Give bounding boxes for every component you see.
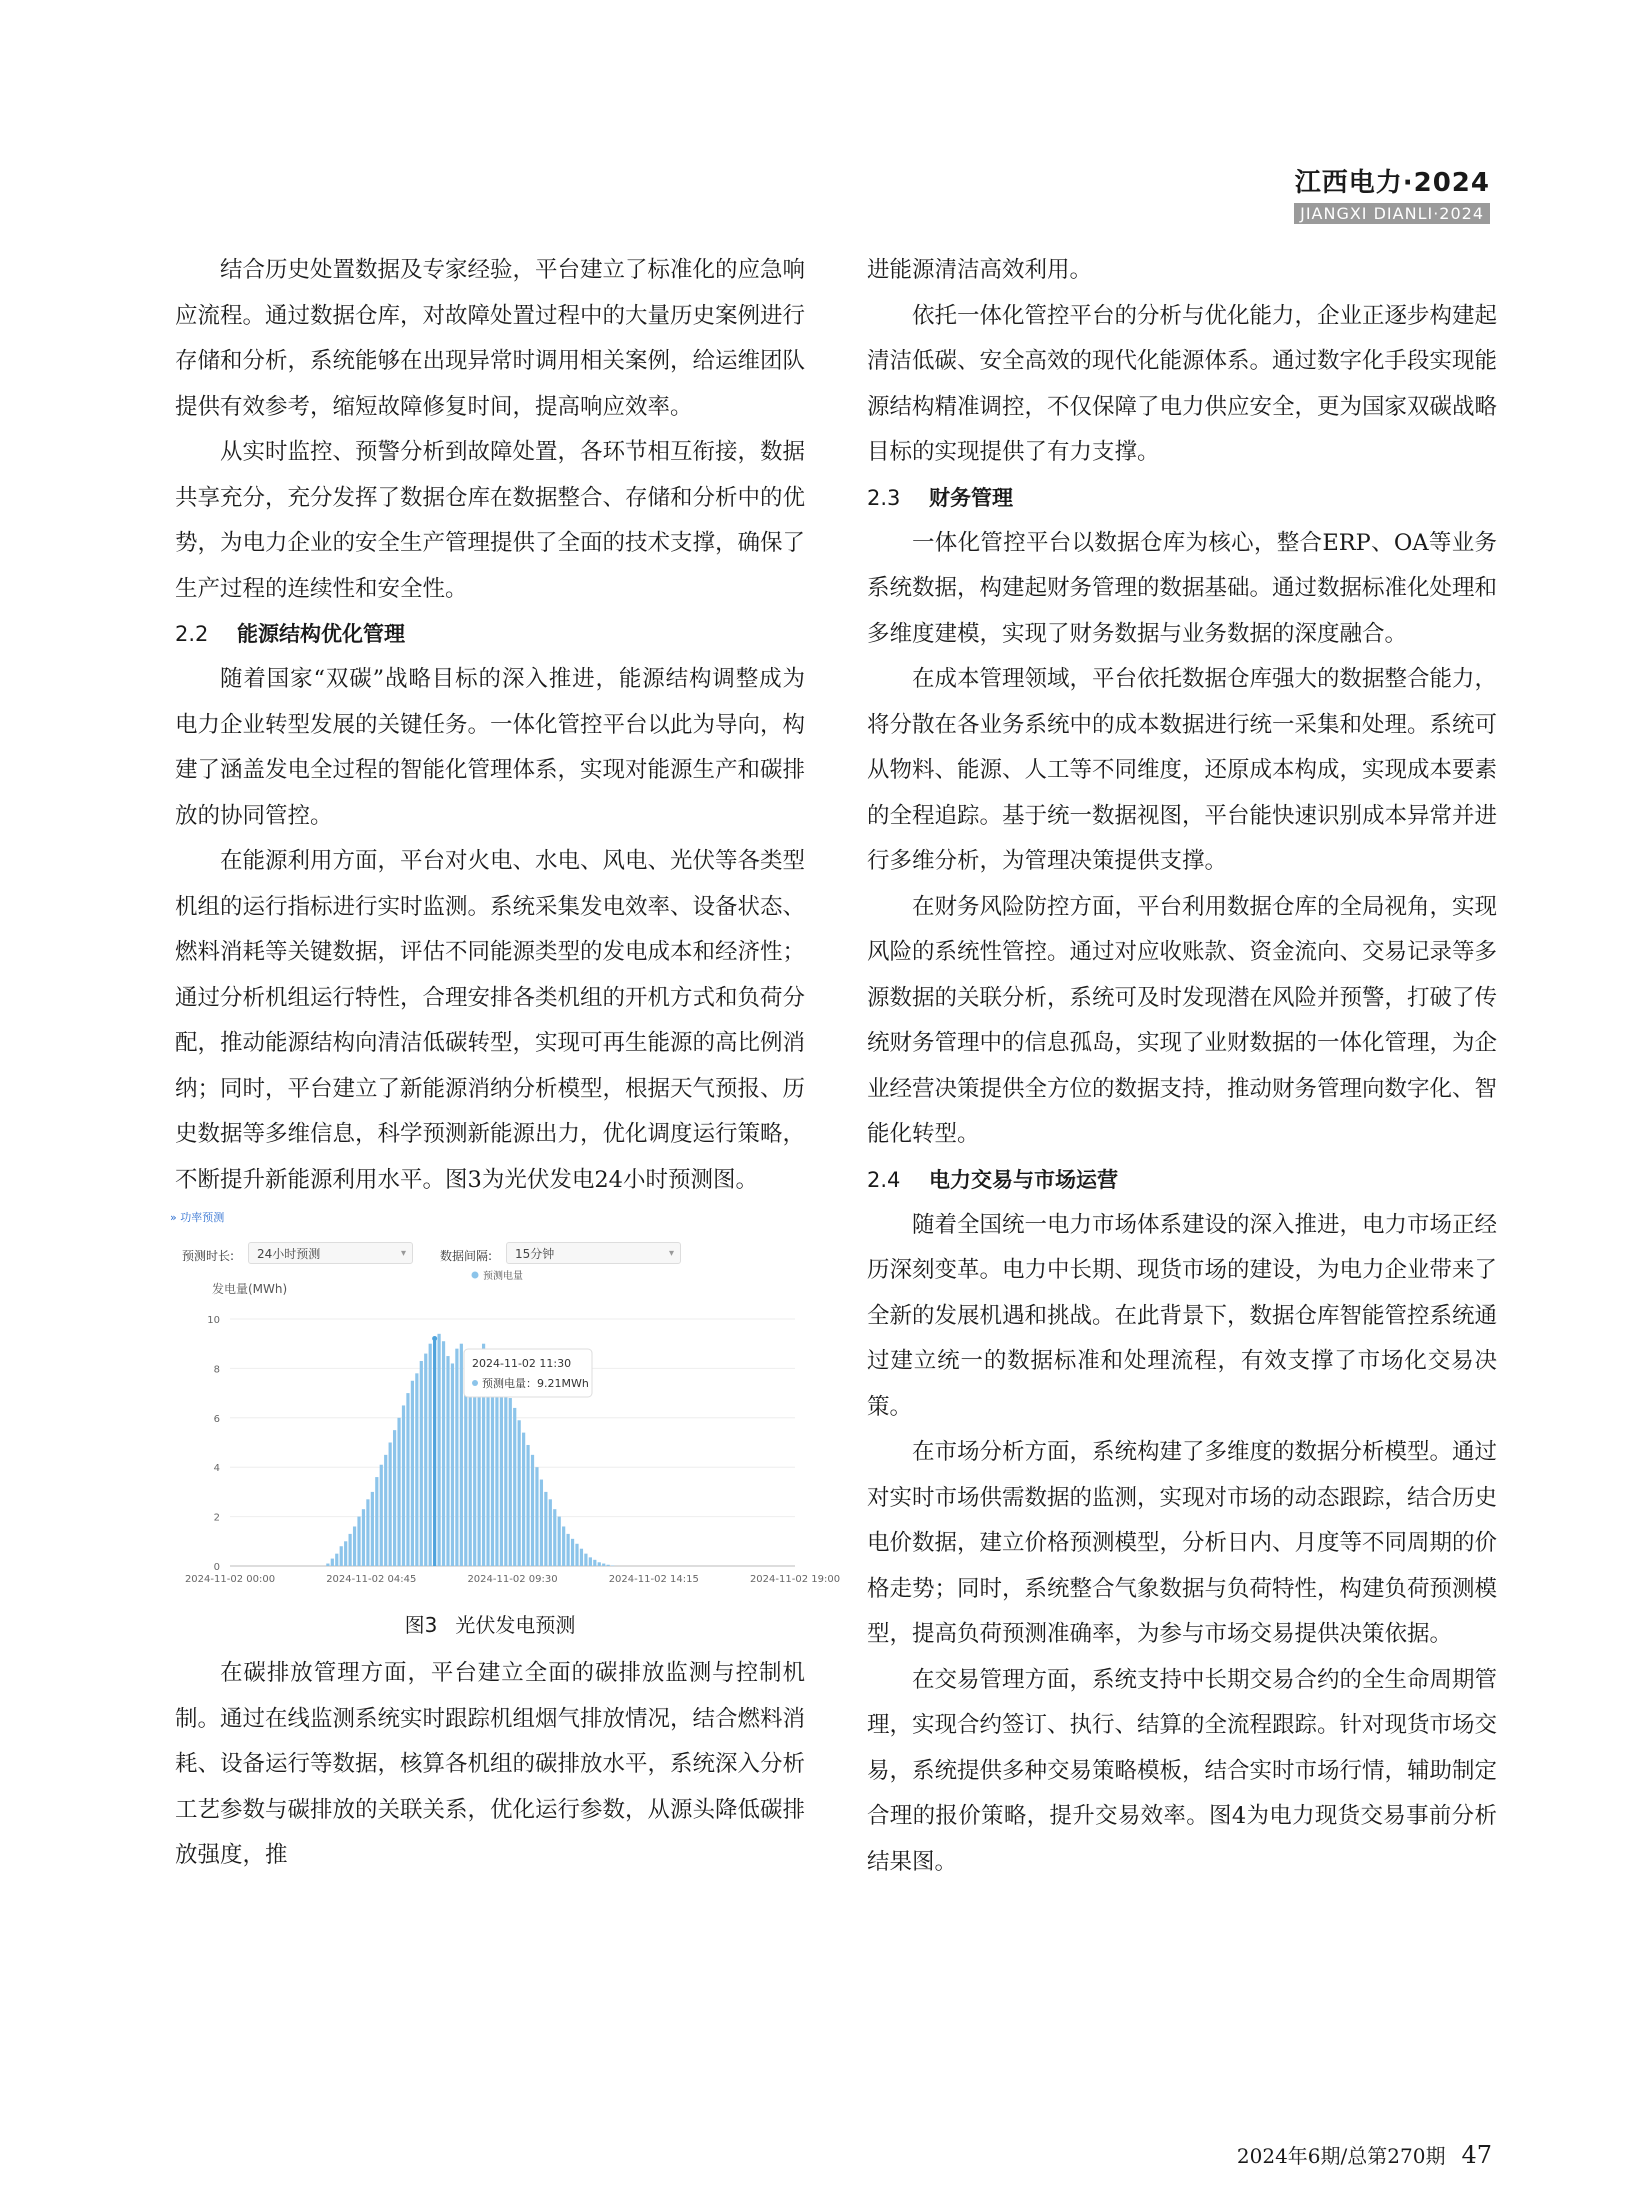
- section-number: 2.4: [867, 1167, 901, 1192]
- x-tick-label: 2024-11-02 09:30: [467, 1574, 558, 1585]
- bar: [522, 1433, 525, 1566]
- bar: [424, 1354, 427, 1566]
- bar: [349, 1534, 352, 1566]
- x-tick-label: 2024-11-02 04:45: [326, 1574, 417, 1585]
- bar: [340, 1546, 343, 1566]
- bar: [353, 1526, 356, 1566]
- tooltip-value: 预测电量：9.21MWh: [482, 1377, 589, 1390]
- bar: [455, 1349, 458, 1566]
- section-title: 能源结构优化管理: [237, 622, 405, 646]
- bar: [598, 1562, 601, 1566]
- legend-label: 预测电量: [483, 1271, 523, 1282]
- bar: [562, 1526, 565, 1566]
- bar: [389, 1443, 392, 1567]
- interval-select[interactable]: 15分钟 ▾: [506, 1242, 681, 1264]
- tooltip-marker: [472, 1380, 478, 1386]
- x-tick-label: 2024-11-02 00:00: [184, 1574, 276, 1585]
- bar: [584, 1554, 587, 1566]
- bar: [380, 1465, 383, 1566]
- section-title: 财务管理: [929, 485, 1013, 510]
- bar: [357, 1517, 360, 1566]
- bar: [526, 1445, 529, 1566]
- journal-header: [1294, 162, 1490, 224]
- bar: [402, 1405, 405, 1566]
- chevron-down-icon: ▾: [668, 1248, 674, 1259]
- bar: [375, 1477, 378, 1566]
- bar: [500, 1373, 503, 1566]
- paragraph: 在碳排放管理方面，平台建立全面的碳排放监测与控制机制。通过在线监测系统实时跟踪机组烟气排放情况，结合燃料消耗、设备运行等数据，核算各机组的碳排放水平，系统深入分析工艺参数与碳排放的关联关系，优化运行参数，从源头降低碳排放强度，推: [175, 1660, 806, 1868]
- figure-tab: » 功率预测: [170, 1211, 225, 1224]
- bar: [602, 1564, 605, 1566]
- bar: [513, 1408, 516, 1566]
- paragraph: 从实时监控、预警分析到故障处置，各环节相互衔接，数据共享充分，充分发挥了数据仓库在数据整合、存储和分析中的优势，为电力企业的安全生产管理提供了全面的技术支撑，确保了生产过程的连续性和安全性。: [175, 439, 806, 602]
- bar: [344, 1541, 347, 1566]
- bar: [504, 1386, 507, 1566]
- paragraph: 结合历史处置数据及专家经验，平台建立了标准化的应急响应流程。通过数据仓库，对故障处置过程中的大量历史案例进行存储和分析，系统能够在出现异常时调用相关案例，给运维团队提供有效参考，缩短故障修复时间，提高响应效率。: [175, 257, 806, 420]
- bar: [567, 1534, 570, 1566]
- bar: [429, 1344, 432, 1566]
- pv-forecast-figure: [170, 1209, 841, 1601]
- y-tick-label: 6: [213, 1413, 220, 1425]
- bar: [335, 1554, 338, 1566]
- bar: [411, 1381, 414, 1566]
- y-tick-label: 8: [213, 1364, 220, 1376]
- legend-marker: [472, 1272, 479, 1279]
- bar: [509, 1398, 512, 1566]
- page-number: 47: [1461, 2141, 1492, 2169]
- chevron-down-icon: ▾: [400, 1248, 406, 1259]
- bar: [366, 1499, 369, 1566]
- bar: [549, 1499, 552, 1566]
- bar: [362, 1509, 365, 1566]
- section-number: 2.2: [175, 622, 209, 646]
- tooltip-anchor: [432, 1336, 437, 1341]
- double-chevron-icon: »: [170, 1211, 177, 1224]
- issue-info: 2024年6期/总第270期: [1236, 2144, 1446, 2168]
- y-tick-label: 2: [213, 1512, 220, 1524]
- bar: [393, 1430, 396, 1566]
- section-heading: [867, 1158, 1497, 1203]
- paragraph: 进能源清洁高效利用。: [867, 257, 1093, 283]
- bar: [433, 1339, 436, 1566]
- bar: [326, 1564, 329, 1566]
- bar: [406, 1393, 409, 1566]
- bar: [331, 1559, 334, 1566]
- section-number: 2.3: [867, 485, 901, 510]
- bar: [415, 1373, 418, 1566]
- bar: [580, 1549, 583, 1566]
- y-tick-label: 4: [213, 1463, 220, 1475]
- bar: [437, 1334, 440, 1566]
- journal-subtitle: JIANGXI DIANLI·2024: [1294, 203, 1490, 224]
- bar: [553, 1509, 556, 1566]
- bar: [558, 1517, 561, 1566]
- bar: [420, 1361, 423, 1566]
- bar: [540, 1480, 543, 1566]
- right-column: [867, 248, 1497, 1885]
- bar: [397, 1418, 400, 1566]
- bar: [607, 1565, 610, 1566]
- bar: [460, 1344, 463, 1566]
- y-tick-label: 0: [213, 1562, 220, 1573]
- paragraph: 一体化管控平台以数据仓库为核心，整合ERP、OA等业务系统数据，构建起财务管理的数据基础。通过数据标准化处理和多维度建模，实现了财务数据与业务数据的深度融合。: [867, 529, 1498, 647]
- paragraph: 依托一体化管控平台的分析与优化能力，企业正逐步构建起清洁低碳、安全高效的现代化能源体系。通过数字化手段实现能源结构精准调控，不仅保障了电力供应安全，更为国家双碳战略目标的实现提供了有力支撑。: [867, 302, 1498, 465]
- bar: [544, 1492, 547, 1566]
- x-tick-label: 2024-11-02 14:15: [608, 1574, 699, 1585]
- paragraph: 随着国家“双碳”战略目标的深入推进，能源结构调整成为电力企业转型发展的关键任务。一体化管控平台以此为导向，构建了涵盖发电全过程的智能化管理体系，实现对能源生产和碳排放的协同管控。: [175, 666, 806, 829]
- x-tick-label: 2024-11-02 19:00: [749, 1574, 841, 1585]
- bar: [531, 1455, 534, 1566]
- duration-select[interactable]: 24小时预测 ▾: [248, 1242, 413, 1264]
- paragraph: 在财务风险防控方面，平台利用数据仓库的全局视角，实现风险的系统性管控。通过对应收账款、资金流向、交易记录等多源数据的关联分析，系统可及时发现潜在风险并预警，打破了传统财务管理中的信息孤岛，实现了业财数据的一体化管理，为企业经营决策提供全方位的数据支持，推动财务管理向数字化、智能化转型。: [867, 893, 1498, 1147]
- duration-label: 预测时长:: [182, 1249, 235, 1263]
- paragraph: 在成本管理领域，平台依托数据仓库强大的数据整合能力，将分散在各业务系统中的成本数据进行统一采集和处理。系统可从物料、能源、人工等不同维度，还原成本构成，实现成本要素的全程追踪。基于统一数据视图，平台能快速识别成本异常并进行多维分析，为管理决策提供支撑。: [867, 666, 1498, 874]
- paragraph: 在市场分析方面，系统构建了多维度的数据分析模型。通过对实时市场供需数据的监测，实现对市场的动态跟踪，结合历史电价数据，建立价格预测模型，分析日内、月度等不同周期的价格走势；同时，系统整合气象数据与负荷特性，构建负荷预测模型，提高负荷预测准确率，为参与市场交易提供决策依据。: [867, 1439, 1498, 1647]
- bar: [535, 1467, 538, 1566]
- bar: [518, 1420, 521, 1566]
- section-heading: [867, 476, 1497, 521]
- section-title: 电力交易与市场运营: [929, 1167, 1118, 1192]
- figure-caption: 图3 光伏发电预测: [404, 1613, 576, 1637]
- bar: [589, 1557, 592, 1566]
- bar: [593, 1560, 596, 1566]
- bar: [384, 1455, 387, 1566]
- bar: [451, 1363, 454, 1566]
- bar: [571, 1539, 574, 1566]
- journal-title: 江西电力·2024: [1294, 168, 1490, 198]
- paragraph: 在交易管理方面，系统支持中长期交易合约的全生命周期管理，实现合约签订、执行、结算的全流程跟踪。针对现货市场交易，系统提供多种交易策略模板，结合实时市场行情，辅助制定合理的报价策略，提升交易效率。图4为电力现货交易事前分析结果图。: [867, 1666, 1498, 1875]
- pv-forecast-chart: [170, 1271, 841, 1601]
- bar: [442, 1341, 445, 1566]
- page-footer: [1237, 2140, 1492, 2169]
- interval-label: 数据间隔:: [440, 1249, 493, 1263]
- left-column: [170, 248, 841, 1879]
- bar: [371, 1492, 374, 1566]
- bar: [446, 1356, 449, 1566]
- section-heading: [175, 612, 805, 657]
- tooltip-time: 2024-11-02 11:30: [472, 1357, 572, 1370]
- paragraph: 在能源利用方面，平台对火电、水电、风电、光伏等各类型机组的运行指标进行实时监测。系统采集发电效率、设备状态、燃料消耗等关键数据，评估不同能源类型的发电成本和经济性；通过分析机组运行特性，合理安排各类机组的开机方式和负荷分配，推动能源结构向清洁低碳转型，实现可再生能源的高比例消纳；同时，平台建立了新能源消纳分析模型，根据天气预报、历史数据等多维信息，科学预测新能源出力，优化调度运行策略，不断提升新能源利用水平。图3为光伏发电24小时预测图。: [175, 848, 806, 1193]
- bar: [575, 1544, 578, 1566]
- y-axis-label: 发电量(MWh): [212, 1282, 288, 1296]
- paragraph: 随着全国统一电力市场体系建设的深入推进，电力市场正经历深刻变革。电力中长期、现货市场的建设，为电力企业带来了全新的发展机遇和挑战。在此背景下，数据仓库智能管控系统通过建立统一的数据标准和处理流程，有效支撑了市场化交易决策。: [867, 1211, 1498, 1420]
- y-tick-label: 10: [207, 1315, 220, 1326]
